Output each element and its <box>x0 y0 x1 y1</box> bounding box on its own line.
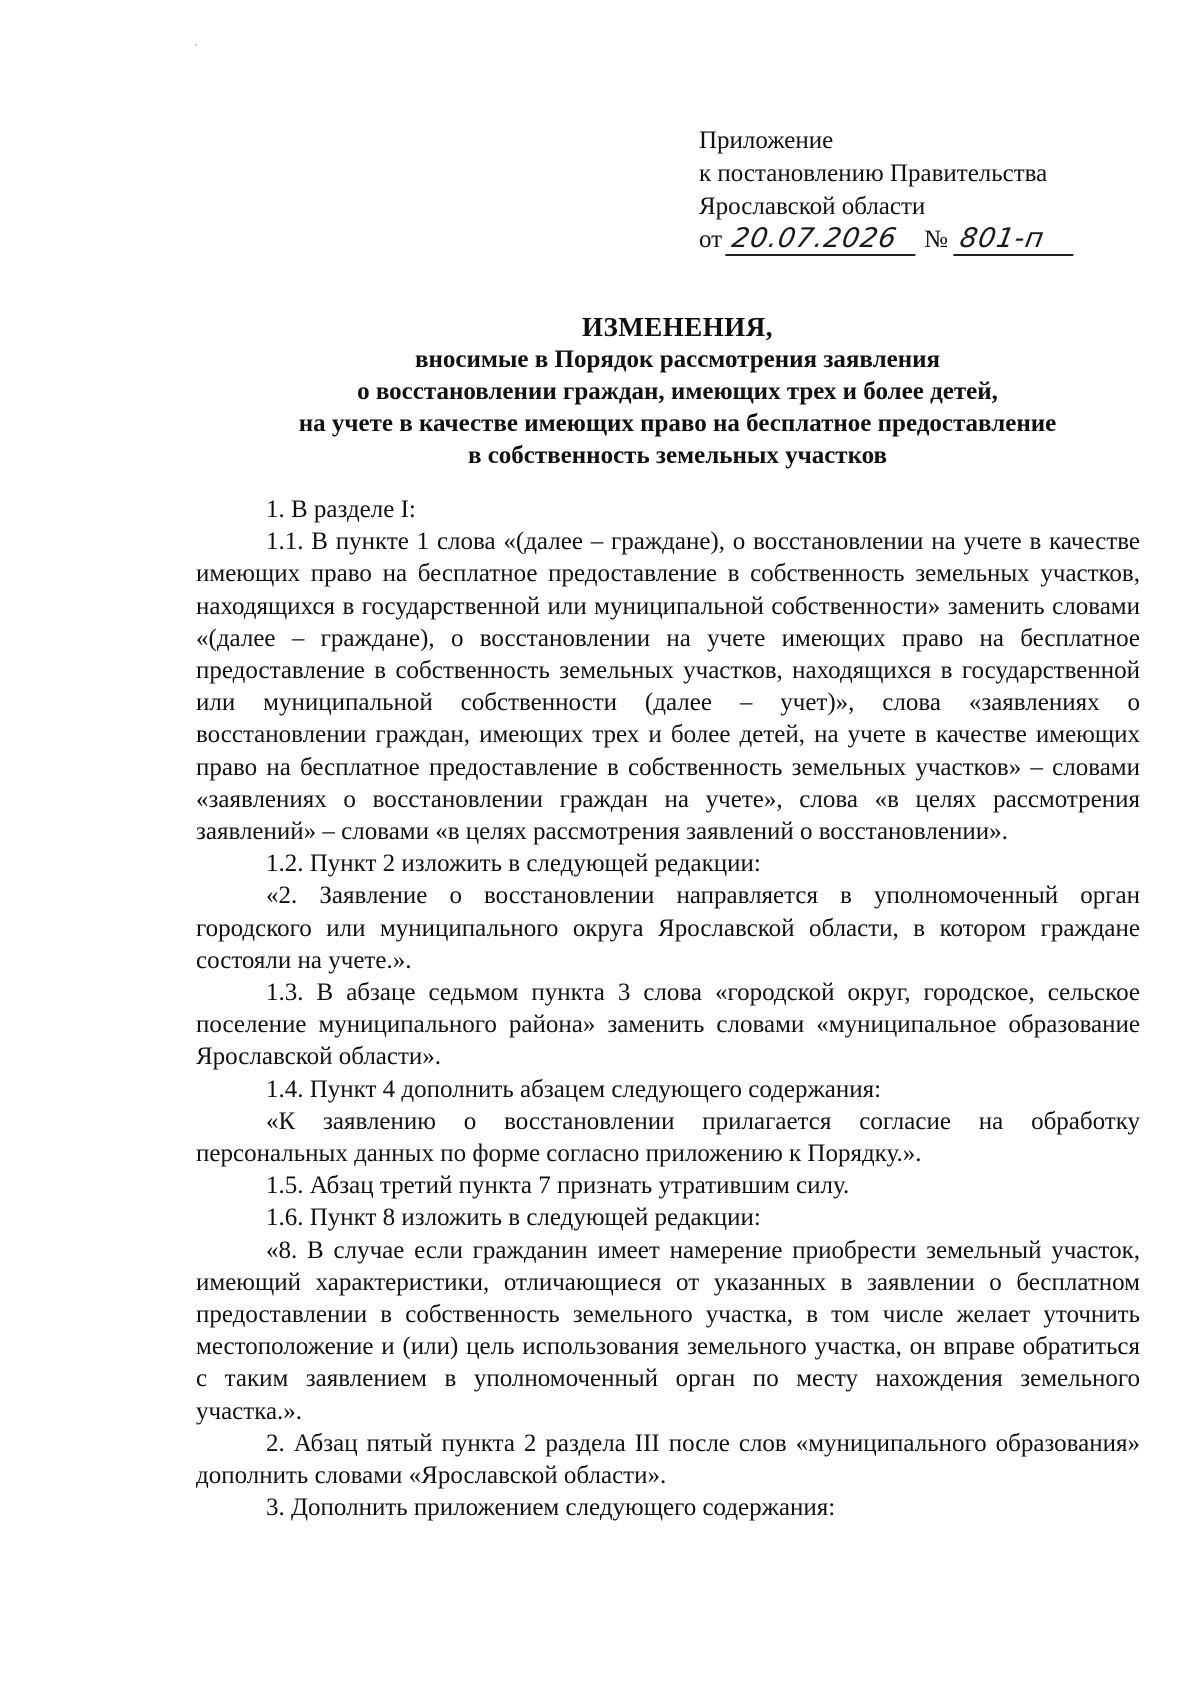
paragraph-1-6: 1.6. Пункт 8 изложить в следующей редакции: <box>266 1204 761 1232</box>
heading-line-1: вносимые в Порядок рассмотрения заявления <box>414 346 941 373</box>
paragraph-1-2: 1.2. Пункт 2 изложить в следующей редакции: <box>266 850 761 878</box>
appendix-date-number-line <box>699 223 1139 256</box>
appendix-block <box>699 124 1139 256</box>
paragraph-1-5: 1.5. Абзац третий пункта 7 признать утратившим силу. <box>266 1172 850 1200</box>
paragraph-1-2-text: «2. Заявление о восстановлении направляется в уполномоченный орган городского или муниципального округа Ярославской области, в котором граждане состояли на учете.». <box>196 882 1140 974</box>
heading-line-4: в собственность земельных участков <box>467 442 888 469</box>
handwritten-date: 20.07.2026 <box>725 224 921 256</box>
appendix-line-2: к постановлению Правительства <box>699 160 1048 187</box>
paragraph-1-1: 1.1. В пункте 1 слова «(далее – граждане), о восстановлении на учете в качестве имеющих право на бесплатное предоставление в собственность земельных участков, находящихся в государственной или муниципальной собственности» заменить словами «(далее – граждане), о восстановлении на учете имеющих право на бесплатное предоставление в собственность земельных участков, находящихся в государственной или муниципальной собственности (далее – учет)», слова «заявлениях о восстановлении граждан, имеющих трех и более детей, на учете в качестве имеющих право на бесплатное предоставление в собственность земельных участков» – словами «заявлениях о восстановлении граждан на учете», слова «в целях рассмотрения заявлений» – словами «в целях рассмотрения заявлений о восстановлении». <box>196 528 1140 846</box>
from-label: от <box>699 226 723 253</box>
appendix-line-1: Приложение <box>699 127 834 154</box>
paragraph-2: 2. Абзац пятый пункта 2 раздела III после слов «муниципального образования» дополнить словами «Ярославской области». <box>196 1429 1140 1490</box>
heading-line-2: о восстановлении граждан, имеющих трех и более детей, <box>357 378 998 405</box>
handwritten-number: 801-п <box>953 224 1079 256</box>
scan-speck <box>195 44 197 46</box>
appendix-line-3: Ярославской области <box>699 193 926 220</box>
paragraph-1: 1. В разделе I: <box>266 496 416 523</box>
paragraph-3: 3. Дополнить приложением следующего содержания: <box>266 1494 836 1522</box>
paragraph-1-4-text: «К заявлению о восстановлении прилагается согласие на обработку персональных данных по форме согласно приложению к Порядку.». <box>196 1107 1140 1168</box>
document-body <box>196 494 1140 1525</box>
heading-title: ИЗМЕНЕНИЯ, <box>581 312 773 342</box>
number-sign: № <box>924 226 948 253</box>
paragraph-1-3: 1.3. В абзаце седьмом пункта 3 слова «городской округ, городское, сельское поселение муниципального района» заменить словами «муниципальное образование Ярославской области». <box>196 979 1140 1071</box>
heading-line-3: на учете в качестве имеющих право на бесплатное предоставление <box>298 410 1057 437</box>
paragraph-1-6-text: «8. В случае если гражданин имеет намерение приобрести земельный участок, имеющий характеристики, отличающиеся от указанных в заявлении о бесплатном предоставлении в собственность земельного участка, в том числе желает уточнить местоположение и (или) цель использования земельного участка, он вправе обратиться с таким заявлением в уполномоченный орган по месту нахождения земельного участка.». <box>196 1236 1140 1425</box>
paragraph-1-4: 1.4. Пункт 4 дополнить абзацем следующего содержания: <box>266 1075 882 1103</box>
document-heading <box>195 310 1160 472</box>
